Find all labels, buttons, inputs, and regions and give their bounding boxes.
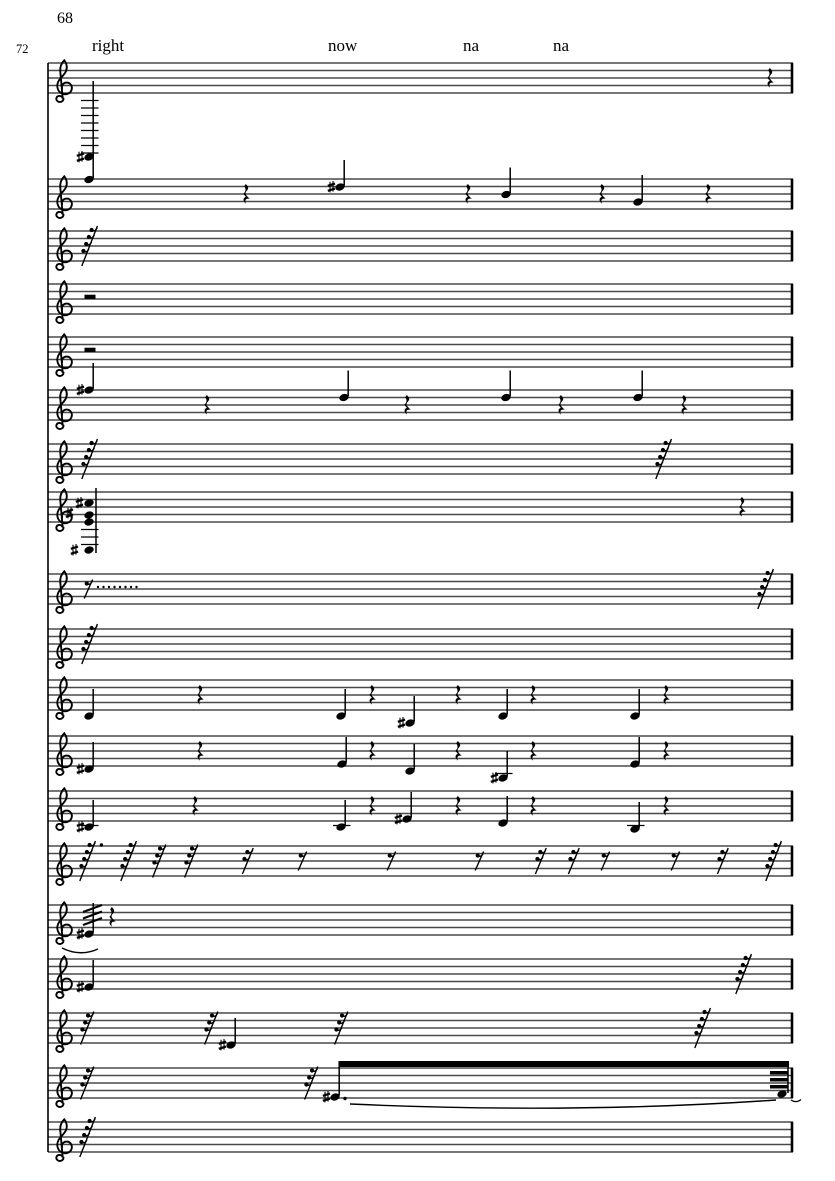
quarter-note [629,689,640,721]
quarter-note [404,744,415,776]
slur [62,948,98,953]
quarter-rest-icon [109,907,115,927]
quarter-note [219,1018,237,1050]
quarter-note [333,800,351,832]
sharp-accidental-icon [398,717,405,728]
quarter-note [500,371,511,403]
staff [48,677,793,728]
tie [791,1100,801,1102]
sharp-accidental-icon [77,928,84,939]
treble-clef-icon [56,1010,72,1052]
staff [48,334,793,376]
staff [48,733,793,783]
treble-clef-icon [56,902,72,944]
sharp-accidental-icon [77,763,84,774]
quarter-note [632,371,643,403]
sharp-accidental-icon [77,821,84,832]
half-rest-icon [85,348,96,352]
page-number: 68 [57,10,73,27]
quarter-note [77,800,99,832]
staff [48,60,793,162]
staff [48,281,793,323]
note-head [83,545,94,555]
quarter-note [500,168,511,200]
grace-note [77,903,102,939]
staff [48,902,793,952]
treble-clef-icon [56,334,72,376]
staff [48,1117,793,1161]
treble-clef-icon [56,626,72,668]
treble-clef-icon [56,956,72,998]
beam-stub [770,1078,788,1082]
quarter-note [497,796,508,828]
staccato-dot-row [97,586,138,588]
quarter-note [336,737,347,769]
sharp-accidental-icon [71,544,78,555]
quarter-note [77,363,95,395]
lyric-syllable: na [463,36,480,55]
treble-clef-icon [56,281,72,323]
treble-clef-icon [56,677,72,719]
treble-clef-icon [56,843,72,885]
treble-clef-icon [56,441,72,483]
sharp-accidental-icon [77,981,84,992]
quarter-note [395,792,413,824]
beam-stub [770,1071,788,1075]
quarter-note [632,175,643,207]
staff [48,954,793,998]
staff [48,569,793,613]
quarter-note [77,960,95,992]
quarter-note [323,1061,347,1102]
staff [48,1008,793,1052]
staff [48,788,793,834]
staff [48,488,793,555]
sharp-accidental-icon [323,1091,330,1102]
quarter-note [627,802,645,834]
sharp-accidental-icon [395,813,402,824]
treble-clef-icon [56,176,72,218]
quarter-note [491,751,513,783]
quarter-note [338,371,349,403]
staff [48,624,793,668]
sharp-accidental-icon [219,1039,226,1050]
treble-clef-icon [56,571,72,613]
staff [48,226,793,270]
treble-clef-icon [56,1119,72,1161]
staff [48,154,793,218]
quarter-note [335,689,346,721]
beam-stub [770,1085,788,1089]
lyric-syllable: now [328,36,358,55]
treble-clef-icon [56,228,72,270]
half-rest-icon [85,295,96,299]
quarter-note [629,737,640,769]
quarter-note [83,689,94,721]
staff [48,363,793,429]
staff [48,1061,801,1108]
treble-clef-icon [56,387,72,429]
treble-clef-icon [56,1065,72,1107]
treble-clef-icon [56,788,72,830]
slur [350,1100,776,1108]
staff [48,841,793,885]
measure-number: 72 [16,42,29,56]
note-head [83,517,94,527]
quarter-note [497,689,508,721]
staff [48,439,793,483]
treble-clef-icon [56,60,72,102]
note-head [83,510,94,520]
quarter-note [398,696,416,728]
quarter-note [328,160,346,192]
beam [340,1061,789,1067]
lyric-syllable: right [92,36,125,55]
lyric-syllable: na [553,36,570,55]
treble-clef-icon [56,733,72,775]
